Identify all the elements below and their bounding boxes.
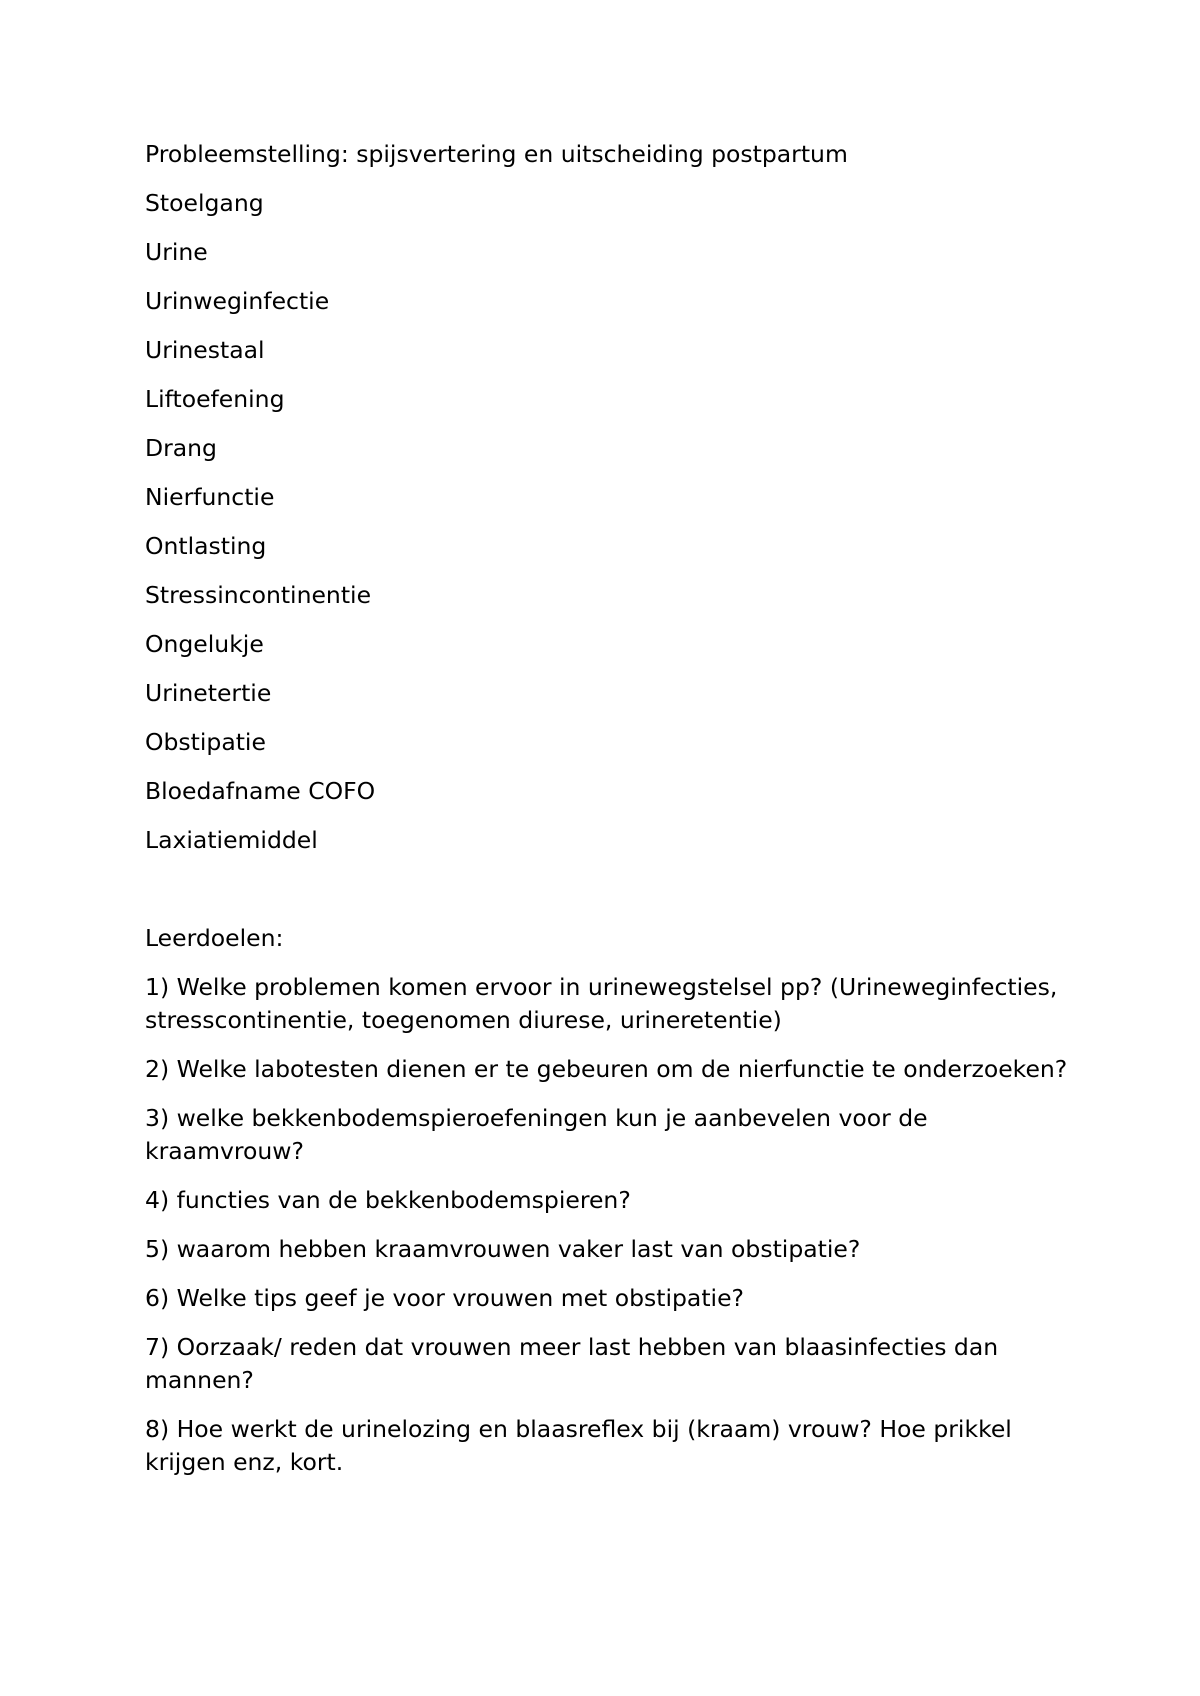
keyword-item: Urinestaal (145, 336, 265, 364)
problem-statement: Probleemstelling: spijsvertering en uitscheiding postpartum (145, 140, 848, 168)
keyword-item: Laxiatiemiddel (145, 826, 318, 854)
learning-goal-item: 1) Welke problemen komen ervoor in urinewegstelsel pp? (Urineweginfecties, stresscontinentie, toegenomen diurese, urineretentie) (145, 973, 1058, 1034)
keyword-item: Urinweginfectie (145, 287, 330, 315)
keyword-item: Urinetertie (145, 679, 272, 707)
keyword-item: Obstipatie (145, 728, 266, 756)
learning-goals-list (145, 971, 1075, 1479)
learning-goal-item: 4) functies van de bekkenbodemspieren? (145, 1186, 631, 1214)
blank-line (145, 873, 1075, 922)
keyword-item: Liftoefening (145, 385, 285, 413)
keyword-item: Urine (145, 238, 208, 266)
learning-goal-item: 8) Hoe werkt de urinelozing en blaasreflex bij (kraam) vrouw? Hoe prikkel krijgen enz, kort. (145, 1415, 1012, 1476)
keyword-item: Bloedafname COFO (145, 777, 376, 805)
learning-goal-item: 7) Oorzaak/ reden dat vrouwen meer last hebben van blaasinfecties dan mannen? (145, 1333, 999, 1394)
keyword-item: Ongelukje (145, 630, 264, 658)
keyword-item: Ontlasting (145, 532, 267, 560)
document-body (145, 138, 1075, 1495)
learning-goal-item: 5) waarom hebben kraamvrouwen vaker last van obstipatie? (145, 1235, 861, 1263)
learning-goal-item: 2) Welke labotesten dienen er te gebeuren om de nierfunctie te onderzoeken? (145, 1055, 1068, 1083)
learning-goal-item: 6) Welke tips geef je voor vrouwen met obstipatie? (145, 1284, 745, 1312)
learning-goals-heading: Leerdoelen: (145, 924, 284, 952)
learning-goal-item: 3) welke bekkenbodemspieroefeningen kun je aanbevelen voor de kraamvrouw? (145, 1104, 928, 1165)
keyword-item: Stressincontinentie (145, 581, 372, 609)
keyword-list (145, 187, 1075, 857)
keyword-item: Stoelgang (145, 189, 264, 217)
keyword-item: Nierfunctie (145, 483, 275, 511)
keyword-item: Drang (145, 434, 217, 462)
